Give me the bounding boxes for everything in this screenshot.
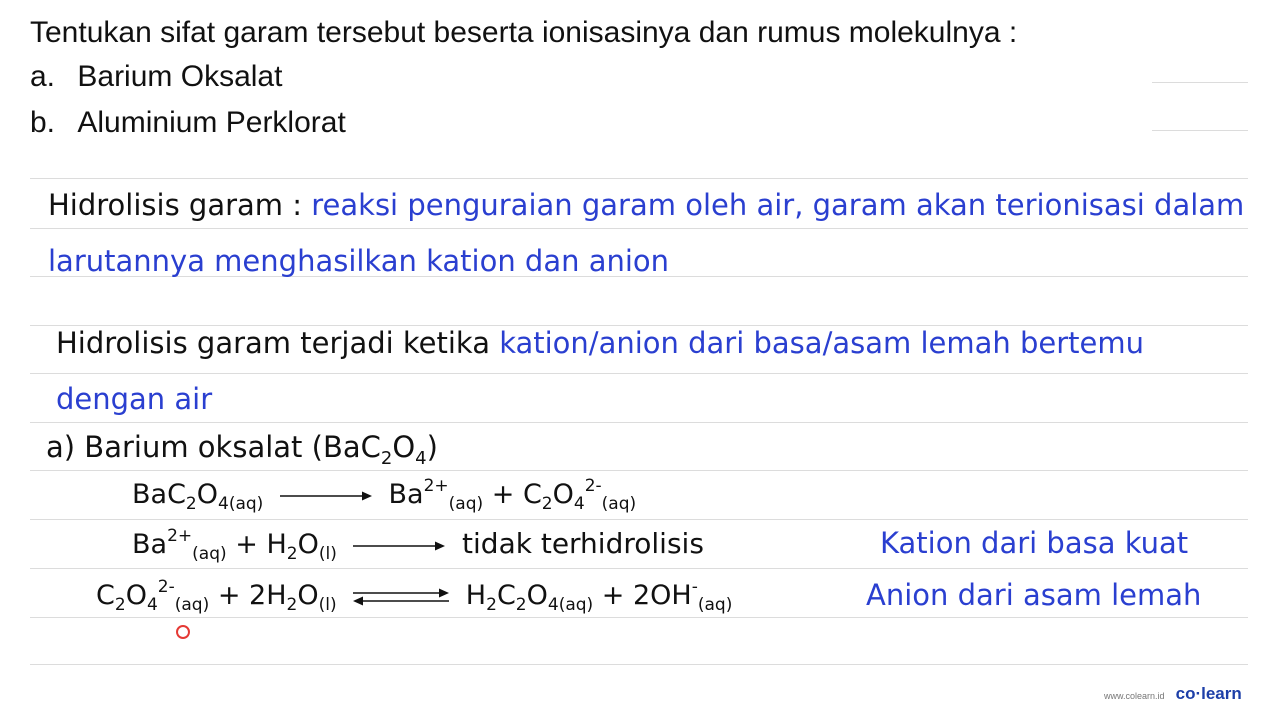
ruled-line <box>30 519 1248 520</box>
terjadi-text-line-1: kation/anion dari basa/asam lemah bertemu <box>499 326 1144 360</box>
formula-part: C <box>522 479 542 510</box>
formula-subscript: 4 <box>415 447 427 469</box>
item-label: a. <box>30 60 56 93</box>
equation-anion-hydrolysis <box>96 577 732 615</box>
formula-subscript: 2 <box>515 595 527 615</box>
formula-part: H <box>266 529 287 560</box>
hidrolisis-label: Hidrolisis garam : <box>48 188 303 222</box>
hidrolisis-definition <box>48 188 1244 222</box>
equation-dissociation <box>132 476 636 514</box>
question-item-b <box>30 106 346 140</box>
formula-superscript: 2- <box>584 476 602 496</box>
question-item-a <box>30 60 282 94</box>
colearn-logo[interactable] <box>1104 684 1242 704</box>
ruled-line <box>30 422 1248 423</box>
item-text: Aluminium Perklorat <box>77 106 346 139</box>
hydrolysis-result: tidak terhidrolisis <box>462 527 704 560</box>
reaction-arrow-icon <box>278 489 374 503</box>
formula-part: Ba <box>132 529 168 560</box>
formula-subscript: (aq) <box>448 494 484 514</box>
formula-part: O <box>297 529 319 560</box>
ruled-line <box>30 470 1248 471</box>
question-title: Tentukan sifat garam tersebut beserta ionisasinya dan rumus molekulnya : <box>30 16 1018 49</box>
formula-part: BaC <box>132 479 186 510</box>
ruled-line <box>30 617 1248 618</box>
formula-part: O <box>196 479 219 510</box>
formula-subscript: 2 <box>286 544 298 564</box>
formula-part: O <box>526 580 548 611</box>
part-a-suffix: ) <box>426 430 438 464</box>
part-a-prefix: a) Barium oksalat ( <box>46 430 323 464</box>
formula-part: H <box>465 580 487 611</box>
terjadi-text-line-2: dengan air <box>56 382 213 416</box>
equilibrium-arrow-icon <box>351 587 451 607</box>
plus-sign: + <box>235 529 258 560</box>
formula-subscript: 2 <box>380 447 393 469</box>
formula-part: O <box>392 430 416 464</box>
formula-part: 2H <box>249 580 287 611</box>
formula-subscript: 4(aq) <box>218 494 264 514</box>
formula-subscript: 4 <box>146 595 158 615</box>
formula-subscript: (l) <box>318 595 337 615</box>
pointer-cursor-icon <box>176 625 190 639</box>
formula-subscript: (aq) <box>697 595 733 615</box>
hidrolisis-def-line-2: larutannya menghasilkan kation dan anion <box>48 244 670 278</box>
part-a-heading <box>46 430 438 469</box>
equation-cation-hydrolysis <box>132 526 704 564</box>
hidrolisis-def-line-1: reaksi penguraian garam oleh air, garam akan terionisasi dalam <box>311 188 1245 222</box>
ruled-line <box>30 664 1248 665</box>
formula-subscript: (aq) <box>601 494 637 514</box>
logo-brand: co·learn <box>1175 684 1242 703</box>
item-text: Barium Oksalat <box>77 60 283 93</box>
formula-superscript: 2+ <box>423 476 449 496</box>
formula-subscript: 4(aq) <box>547 595 594 615</box>
reaction-arrow-icon <box>351 539 447 553</box>
formula-subscript: 2 <box>185 494 197 514</box>
formula-part: O <box>552 479 574 510</box>
plus-sign: + <box>491 479 515 510</box>
formula-subscript: (aq) <box>192 544 227 564</box>
terjadi-label: Hidrolisis garam terjadi ketika <box>56 326 490 360</box>
formula-part: O <box>297 580 319 611</box>
formula-subscript: (l) <box>318 544 337 564</box>
anion-note: Anion dari asam lemah <box>866 578 1202 612</box>
formula-subscript: 4 <box>573 494 585 514</box>
ruled-line <box>30 568 1248 569</box>
ruled-line <box>1152 130 1248 131</box>
cation-note: Kation dari basa kuat <box>880 526 1189 560</box>
formula-subscript: 2 <box>286 595 298 615</box>
ruled-line <box>1152 82 1248 83</box>
formula-part: 2OH <box>633 580 692 611</box>
formula-part: O <box>125 580 147 611</box>
plus-sign: + <box>217 580 241 611</box>
terjadi-statement <box>56 326 1144 360</box>
item-label: b. <box>30 106 56 139</box>
formula-subscript: (aq) <box>174 595 210 615</box>
logo-url: www.colearn.id <box>1104 691 1165 701</box>
formula-part: Ba <box>388 479 424 510</box>
formula-subscript: 2 <box>486 595 497 615</box>
formula-part: BaC <box>322 430 381 464</box>
formula-superscript: 2- <box>157 577 175 597</box>
ruled-line <box>30 178 1248 179</box>
formula-subscript: 2 <box>541 494 553 514</box>
formula-superscript: 2+ <box>167 526 193 546</box>
formula-subscript: 2 <box>114 595 126 615</box>
formula-superscript: - <box>691 577 698 597</box>
formula-part: C <box>96 580 115 611</box>
plus-sign: + <box>601 580 625 611</box>
ruled-line <box>30 228 1248 229</box>
ruled-line <box>30 373 1248 374</box>
formula-part: C <box>496 580 516 611</box>
